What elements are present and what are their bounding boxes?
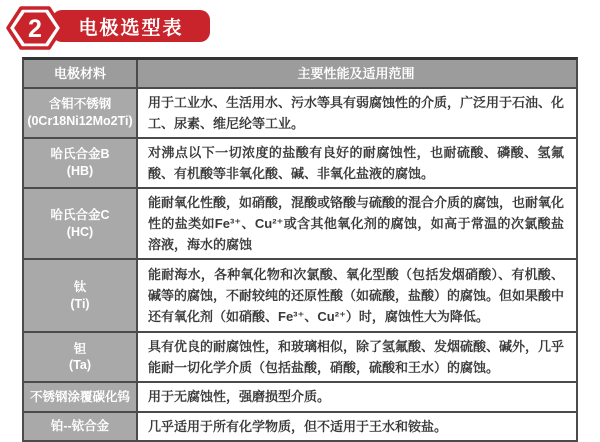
material-code: (Ti) [70, 296, 90, 311]
table-row [24, 258, 576, 331]
material-name: 钛 [73, 280, 87, 294]
performance-cell: 能耐氧化性酸，如硝酸，混酸或铬酸与硫酸的混合介质的腐蚀，也耐氧化性的盐类如Fe³⁺、Cu²⁺或含其他氧化剂的腐蚀，如高于常温的次氯酸盐溶液，海水的腐蚀 [148, 195, 565, 253]
electrode-selection-table [22, 57, 578, 442]
material-name: 含钼不锈钢 [48, 97, 112, 112]
material-name: 哈氏合金C [50, 207, 110, 222]
material-name: 钽 [73, 341, 87, 356]
header-performance: 主要性能及适用范围 [138, 60, 576, 87]
material-cell [24, 139, 138, 187]
performance-cell: 具有优良的耐腐蚀性，和玻璃相似，除了氢氟酸、发烟硫酸、碱外，几乎能耐一切化学介质（包括盐酸，硝酸，硫酸和王水）的腐蚀。 [148, 339, 565, 376]
material-code: (0Cr18Ni12Mo2Ti) [27, 114, 133, 129]
material-cell [24, 413, 138, 440]
title-banner [52, 10, 210, 42]
material-cell [24, 89, 138, 137]
badge-number: 2 [28, 15, 42, 43]
material-code: (HB) [66, 164, 94, 179]
table-header-row [24, 60, 576, 87]
table-row [24, 331, 576, 381]
material-code: (HC) [66, 224, 94, 239]
material-name: 铂--铱合金 [50, 418, 110, 433]
table-row [24, 381, 576, 410]
material-code: (Ta) [69, 358, 91, 373]
table-row [24, 137, 576, 187]
table-row [24, 187, 576, 258]
header-material: 电极材料 [24, 60, 138, 87]
material-name: 哈氏合金B [50, 147, 110, 162]
table-row [24, 87, 576, 137]
material-cell [24, 189, 138, 258]
material-cell [24, 383, 138, 410]
performance-cell: 用于无腐蚀性，强磨损型介质。 [148, 389, 331, 405]
material-name: 不锈钢涂覆碳化钨 [29, 389, 130, 404]
performance-cell: 用于工业水、生活用水、污水等具有弱腐蚀性的介质，广泛用于石油、化工、尿素、维尼纶等工业。 [148, 95, 565, 132]
page-header [0, 0, 600, 56]
number-badge-icon [6, 4, 64, 52]
page-title: 电极选型表 [78, 17, 184, 39]
performance-cell: 几乎适用于所有化学物质，但不适用于王水和铵盐。 [148, 418, 448, 434]
performance-cell: 对沸点以下一切浓度的盐酸有良好的耐腐蚀性，也耐硫酸、磷酸、氢氟酸、有机酸等非氧化酸、碱、非氧化盐液的腐蚀。 [148, 145, 564, 182]
table-row [24, 411, 576, 440]
material-cell [24, 260, 138, 331]
material-cell [24, 333, 138, 381]
performance-cell: 能耐海水，各种氧化物和次氯酸、氧化型酸（包括发烟硝酸）、有机酸、碱等的腐蚀，不耐较纯的还原性酸（如硫酸，盐酸）的腐蚀。但如果酸中还有氧化剂（如硝酸、Fe³⁺、Cu²⁺）时，腐蚀性大为降低。 [148, 267, 565, 325]
